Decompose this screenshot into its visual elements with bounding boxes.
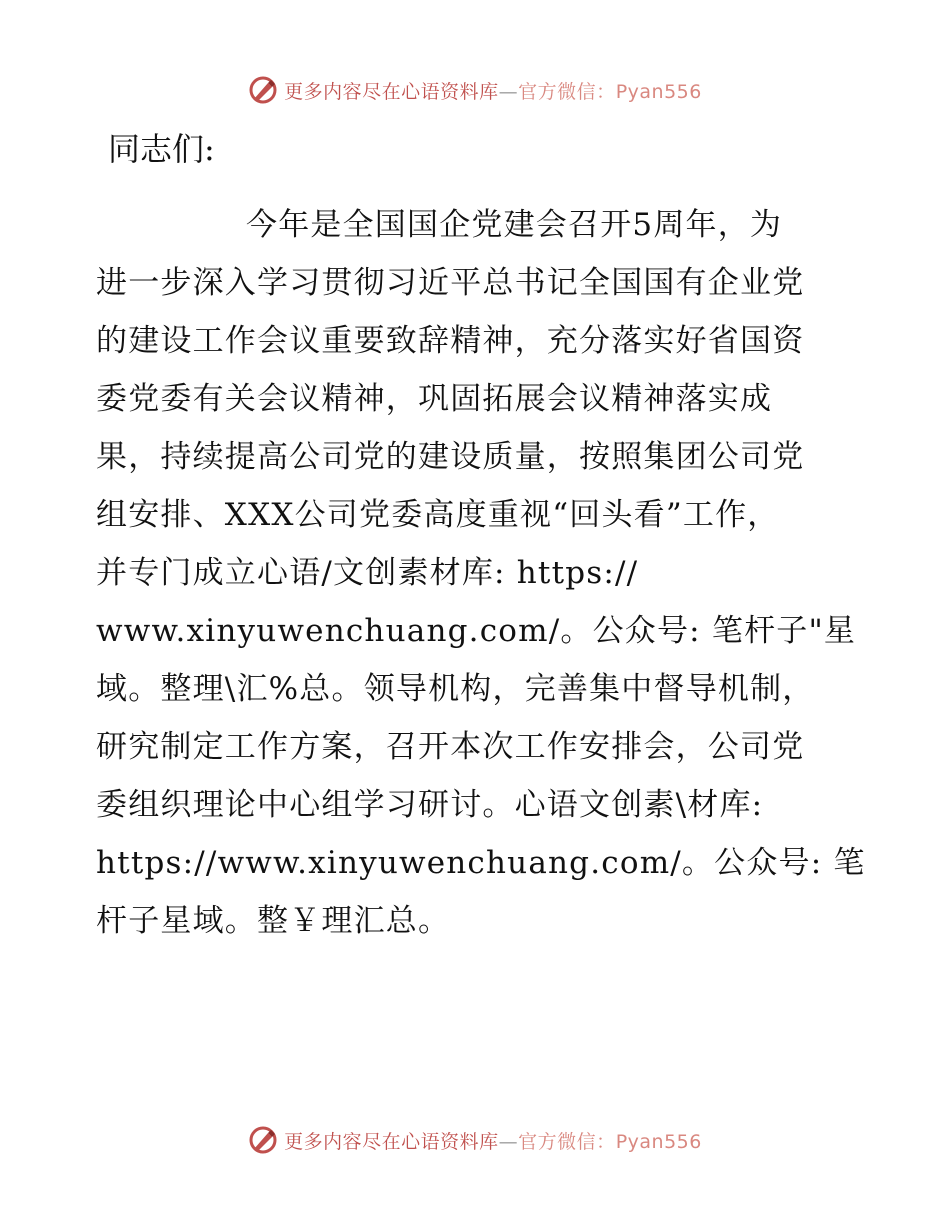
paragraph-line: 组安排、XXX公司党委高度重视“回头看”工作， (96, 497, 780, 533)
paragraph-line: 域。整理\汇%总。领导机构，完善集中督导机制， (96, 671, 815, 707)
pen-logo-icon (248, 1125, 278, 1155)
banner-separator: — (498, 80, 519, 103)
paragraph-line: 研究制定工作方案，召开本次工作安排会，公司党 (96, 729, 805, 765)
banner-text (284, 1127, 702, 1154)
paragraph-line: 委党委有关会议精神，巩固拓展会议精神落实成 (96, 381, 773, 417)
paragraph-line: 进一步深入学习贯彻习近平总书记全国国有企业党 (96, 265, 805, 301)
banner-separator: — (498, 1130, 519, 1153)
banner-main-text: 更多内容尽在心语资料库 (284, 80, 499, 103)
pen-logo-icon (248, 75, 278, 105)
salutation: 同志们: (108, 130, 215, 168)
paragraph-line: 今年是全国国企党建会召开5周年，为 (246, 207, 783, 243)
body-paragraph (96, 196, 866, 950)
banner-wechat-id: Pyan556 (615, 80, 702, 103)
paragraph-line: 杆子星域。整￥理汇总。 (96, 903, 451, 939)
banner-wechat-id: Pyan556 (615, 1130, 702, 1153)
footer-banner (0, 1120, 950, 1160)
banner-text (284, 77, 702, 104)
banner-wechat-label: 官方微信： (518, 80, 616, 103)
banner-wechat-label: 官方微信： (518, 1130, 616, 1153)
banner-main-text: 更多内容尽在心语资料库 (284, 1130, 499, 1153)
paragraph-line: 果，持续提高公司党的建设质量，按照集团公司党 (96, 439, 805, 475)
header-banner (0, 70, 950, 110)
paragraph-line: www.xinyuwenchuang.com/。公众号: 笔杆子"星 (96, 613, 857, 649)
paragraph-line: 委组织理论中心组学习研讨。心语文创素\材库: (96, 787, 764, 823)
paragraph-line: 的建设工作会议重要致辞精神，充分落实好省国资 (96, 323, 805, 359)
paragraph-line: https://www.xinyuwenchuang.com/。公众号: 笔 (96, 845, 866, 881)
paragraph-line: 并专门成立心语/文创素材库: https:// (96, 555, 639, 591)
